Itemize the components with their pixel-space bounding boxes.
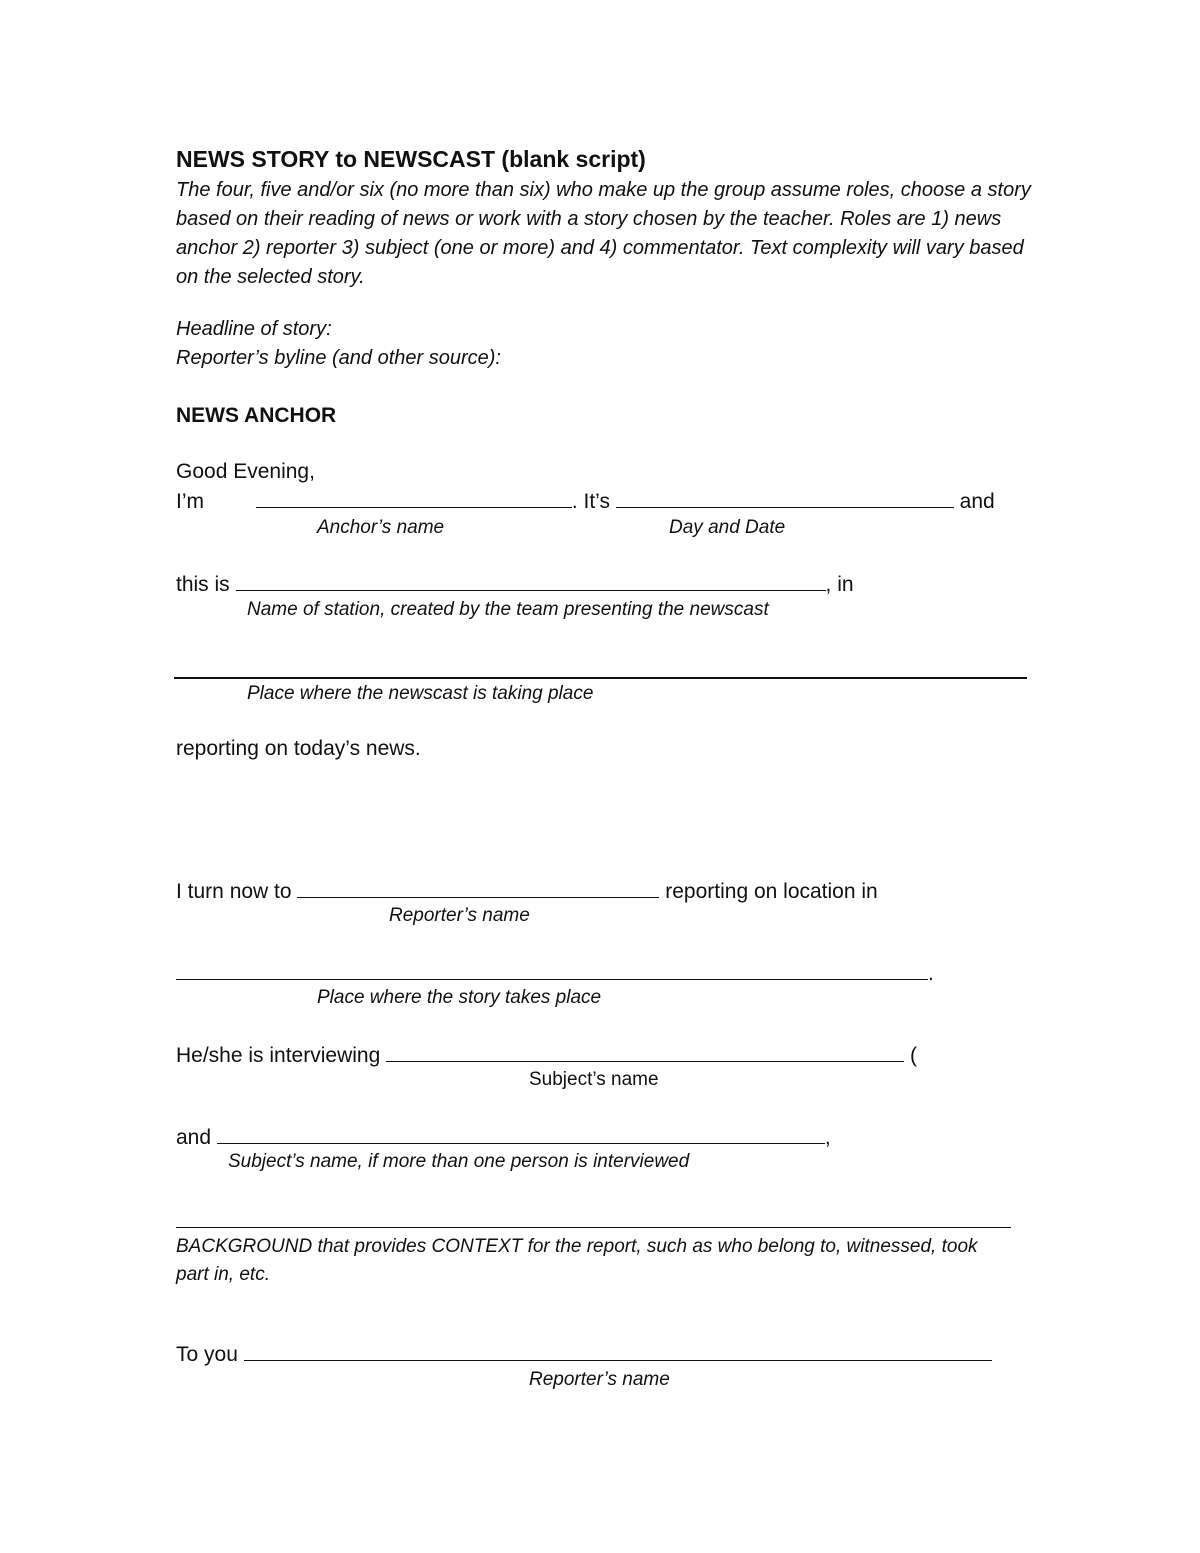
station-line — [176, 571, 854, 597]
byline-label: Reporter’s byline (and other source): — [176, 347, 501, 369]
story-place-blank[interactable] — [176, 960, 928, 980]
second-subject-suffix: , — [824, 1126, 831, 1149]
anchor-name-blank[interactable] — [256, 488, 572, 508]
document-title: NEWS STORY to NEWSCAST (blank script) — [176, 146, 646, 172]
turn-line-suffix: reporting on location in — [665, 880, 878, 903]
newscast-place-blank[interactable] — [174, 677, 1027, 679]
caption-place-story: Place where the story takes place — [317, 987, 602, 1008]
station-line-prefix: this is — [176, 573, 230, 596]
station-line-suffix: , in — [825, 573, 854, 596]
interviewing-suffix: ( — [909, 1044, 917, 1067]
story-place-suffix: . — [928, 962, 934, 985]
second-subject-blank[interactable] — [217, 1124, 825, 1144]
caption-subject-more: Subject’s name, if more than one person is interviewed — [228, 1151, 690, 1172]
anchor-intro-line — [176, 488, 995, 514]
subject-name-blank[interactable] — [386, 1042, 904, 1062]
greeting-text: Good Evening, — [176, 460, 315, 483]
anchor-intro-suffix: and — [959, 490, 995, 513]
section-heading-news-anchor: NEWS ANCHOR — [176, 404, 337, 427]
anchor-intro-middle: . It’s — [571, 490, 610, 513]
reporter-name-blank[interactable] — [297, 878, 659, 898]
turn-to-reporter-line — [176, 878, 878, 904]
caption-background: BACKGROUND that provides CONTEXT for the report, such as who belong to, witnessed, took part in, etc. — [176, 1236, 978, 1285]
caption-place-newscast: Place where the newscast is taking place — [247, 683, 594, 704]
story-place-line — [176, 960, 934, 986]
interviewing-prefix: He/she is interviewing — [176, 1044, 381, 1067]
second-subject-line — [176, 1124, 831, 1150]
caption-reporter-name-2: Reporter’s name — [529, 1369, 670, 1390]
headline-label: Headline of story: — [176, 318, 332, 340]
to-you-reporter-blank[interactable] — [244, 1341, 992, 1361]
background-blank[interactable] — [176, 1205, 1011, 1228]
caption-station-name: Name of station, created by the team presenting the newscast — [247, 599, 769, 620]
anchor-intro-prefix: I’m — [176, 490, 204, 513]
caption-day-date: Day and Date — [669, 517, 786, 538]
caption-reporter-name: Reporter’s name — [389, 905, 530, 926]
interviewing-line — [176, 1042, 917, 1068]
caption-subject-name: Subject’s name — [529, 1069, 659, 1090]
day-date-blank[interactable] — [616, 488, 954, 508]
caption-anchor-name: Anchor’s name — [317, 517, 445, 538]
reporting-today-text: reporting on today’s news. — [176, 737, 421, 760]
to-you-line — [176, 1341, 992, 1367]
station-name-blank[interactable] — [236, 571, 826, 591]
to-you-prefix: To you — [176, 1343, 238, 1366]
second-subject-prefix: and — [176, 1126, 212, 1149]
turn-line-prefix: I turn now to — [176, 880, 292, 903]
intro-paragraph: The four, five and/or six (no more than six) who make up the group assume roles, choose a story based on their reading of news or work with a story chosen by the teacher. Roles are 1) news anchor 2) reporter 3) subject (one or more) and 4) commentator. Text complexity will vary based on the selected story. — [176, 179, 1031, 288]
